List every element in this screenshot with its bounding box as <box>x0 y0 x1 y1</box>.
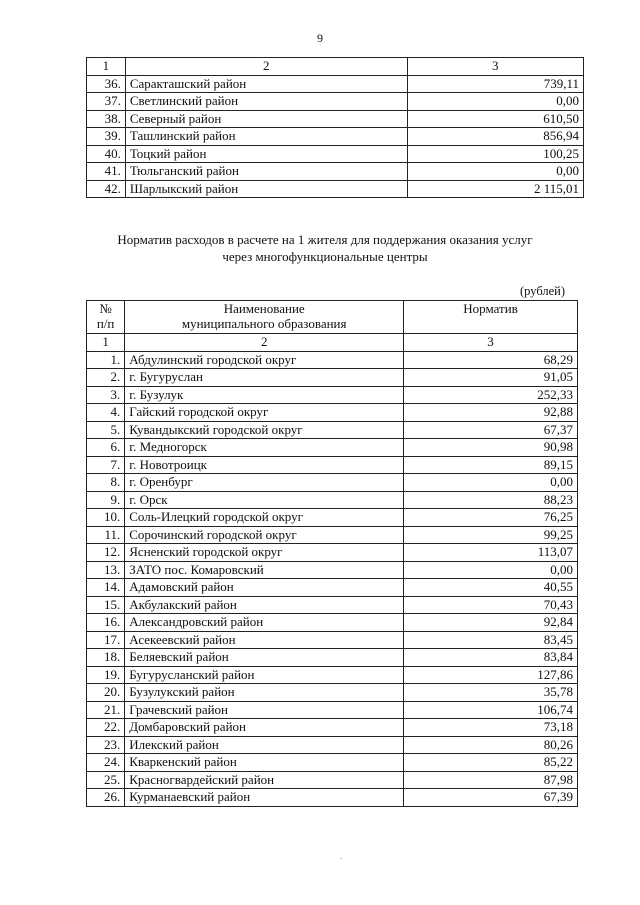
row-name: Илекский район <box>125 736 404 754</box>
index-cell-2: 2 <box>125 58 407 76</box>
row-number: 2. <box>87 369 125 387</box>
row-name: Домбаровский район <box>125 719 404 737</box>
row-number: 42. <box>87 180 126 198</box>
table-row <box>87 684 578 702</box>
row-value: 90,98 <box>404 439 578 457</box>
row-name: ЗАТО пос. Комаровский <box>125 561 404 579</box>
row-number: 7. <box>87 456 125 474</box>
row-value: 35,78 <box>404 684 578 702</box>
footer-mark: . <box>340 852 342 861</box>
index-cell-3: 3 <box>404 334 578 352</box>
table-row <box>87 509 578 527</box>
table-row <box>87 736 578 754</box>
row-value: 67,39 <box>404 789 578 807</box>
norms-table-body <box>87 301 578 807</box>
table-row <box>87 93 584 111</box>
table-row <box>87 596 578 614</box>
table-row <box>87 474 578 492</box>
row-value: 89,15 <box>404 456 578 474</box>
row-value: 92,88 <box>404 404 578 422</box>
index-cell-2: 2 <box>125 334 404 352</box>
unit-label: (рублей) <box>520 284 566 298</box>
row-value: 856,94 <box>407 128 583 146</box>
table-row <box>87 386 578 404</box>
row-name: Ташлинский район <box>125 128 407 146</box>
header-num <box>87 301 125 334</box>
row-name: Беляевский район <box>125 649 404 667</box>
row-value: 68,29 <box>404 351 578 369</box>
row-value: 40,55 <box>404 579 578 597</box>
table-row <box>87 631 578 649</box>
row-name: Кваркенский район <box>125 754 404 772</box>
row-number: 21. <box>87 701 125 719</box>
header-num-line-1: № <box>99 301 112 316</box>
row-number: 16. <box>87 614 125 632</box>
table-row <box>87 614 578 632</box>
table-row <box>87 369 578 387</box>
norms-table <box>86 300 578 807</box>
table-row <box>87 754 578 772</box>
table-continuation-body <box>87 58 584 198</box>
row-number: 41. <box>87 163 126 181</box>
table-row <box>87 75 584 93</box>
row-value: 80,26 <box>404 736 578 754</box>
row-value: 91,05 <box>404 369 578 387</box>
row-name: г. Оренбург <box>125 474 404 492</box>
row-name: г. Бугуруслан <box>125 369 404 387</box>
table-row <box>87 649 578 667</box>
header-value: Норматив <box>404 301 578 334</box>
row-value: 99,25 <box>404 526 578 544</box>
table-row <box>87 666 578 684</box>
index-cell-1: 1 <box>87 58 126 76</box>
row-number: 12. <box>87 544 125 562</box>
row-value: 87,98 <box>404 771 578 789</box>
row-number: 10. <box>87 509 125 527</box>
row-number: 8. <box>87 474 125 492</box>
row-name: Соль-Илецкий городской округ <box>125 509 404 527</box>
table-row <box>87 404 578 422</box>
row-number: 37. <box>87 93 126 111</box>
row-value: 70,43 <box>404 596 578 614</box>
row-number: 13. <box>87 561 125 579</box>
row-value: 106,74 <box>404 701 578 719</box>
table-row <box>87 719 578 737</box>
table-row <box>87 439 578 457</box>
table-row <box>87 456 578 474</box>
row-name: г. Новотроицк <box>125 456 404 474</box>
table-row <box>87 579 578 597</box>
section-title-line-2: через многофункциональные центры <box>222 249 428 264</box>
row-name: Саракташский район <box>125 75 407 93</box>
table-row <box>87 491 578 509</box>
row-number: 14. <box>87 579 125 597</box>
row-value: 739,11 <box>407 75 583 93</box>
row-name: Бугурусланский район <box>125 666 404 684</box>
row-number: 24. <box>87 754 125 772</box>
table-row <box>87 701 578 719</box>
table-row <box>87 180 584 198</box>
table-index-row <box>87 334 578 352</box>
index-cell-3: 3 <box>407 58 583 76</box>
row-name: Гайский городской округ <box>125 404 404 422</box>
row-value: 0,00 <box>407 93 583 111</box>
row-value: 610,50 <box>407 110 583 128</box>
table-header-row <box>87 301 578 334</box>
table-continuation <box>86 57 584 198</box>
row-value: 92,84 <box>404 614 578 632</box>
section-title <box>60 231 590 265</box>
table-row <box>87 110 584 128</box>
header-name <box>125 301 404 334</box>
row-value: 252,33 <box>404 386 578 404</box>
row-value: 2 115,01 <box>407 180 583 198</box>
row-number: 1. <box>87 351 125 369</box>
row-name: Ясненский городской округ <box>125 544 404 562</box>
row-value: 83,84 <box>404 649 578 667</box>
table-row <box>87 145 584 163</box>
row-value: 0,00 <box>404 474 578 492</box>
row-name: Курманаевский район <box>125 789 404 807</box>
row-number: 19. <box>87 666 125 684</box>
row-name: Грачевский район <box>125 701 404 719</box>
row-number: 9. <box>87 491 125 509</box>
header-name-line-1: Наименование <box>223 301 305 316</box>
row-name: Бузулукский район <box>125 684 404 702</box>
row-name: г. Орск <box>125 491 404 509</box>
header-num-line-2: п/п <box>96 316 115 331</box>
row-number: 25. <box>87 771 125 789</box>
row-number: 36. <box>87 75 126 93</box>
row-number: 6. <box>87 439 125 457</box>
table-row <box>87 351 578 369</box>
row-name: г. Бузулук <box>125 386 404 404</box>
row-name: Шарлыкский район <box>125 180 407 198</box>
table-row <box>87 421 578 439</box>
table-row <box>87 544 578 562</box>
row-number: 40. <box>87 145 126 163</box>
table-row <box>87 789 578 807</box>
row-name: Северный район <box>125 110 407 128</box>
row-name: Тюльганский район <box>125 163 407 181</box>
row-number: 26. <box>87 789 125 807</box>
row-name: г. Медногорск <box>125 439 404 457</box>
row-value: 73,18 <box>404 719 578 737</box>
row-name: Асекеевский район <box>125 631 404 649</box>
row-number: 4. <box>87 404 125 422</box>
table-row <box>87 128 584 146</box>
row-name: Сорочинский городской округ <box>125 526 404 544</box>
row-number: 39. <box>87 128 126 146</box>
index-cell-1: 1 <box>87 334 125 352</box>
row-name: Александровский район <box>125 614 404 632</box>
row-value: 100,25 <box>407 145 583 163</box>
row-name: Красногвардейский район <box>125 771 404 789</box>
row-value: 76,25 <box>404 509 578 527</box>
row-value: 67,37 <box>404 421 578 439</box>
page-number: 9 <box>317 31 323 45</box>
row-value: 0,00 <box>407 163 583 181</box>
table-row <box>87 561 578 579</box>
row-value: 83,45 <box>404 631 578 649</box>
row-number: 3. <box>87 386 125 404</box>
row-name: Тоцкий район <box>125 145 407 163</box>
table-index-row <box>87 58 584 76</box>
row-value: 0,00 <box>404 561 578 579</box>
row-name: Абдулинский городской округ <box>125 351 404 369</box>
row-name: Акбулакский район <box>125 596 404 614</box>
header-name-line-2: муниципального образования <box>181 316 347 331</box>
row-name: Адамовский район <box>125 579 404 597</box>
row-value: 85,22 <box>404 754 578 772</box>
table-row <box>87 771 578 789</box>
row-value: 88,23 <box>404 491 578 509</box>
row-name: Светлинский район <box>125 93 407 111</box>
row-number: 23. <box>87 736 125 754</box>
row-number: 11. <box>87 526 125 544</box>
row-value: 127,86 <box>404 666 578 684</box>
row-name: Кувандыкский городской округ <box>125 421 404 439</box>
row-value: 113,07 <box>404 544 578 562</box>
row-number: 20. <box>87 684 125 702</box>
row-number: 5. <box>87 421 125 439</box>
row-number: 38. <box>87 110 126 128</box>
row-number: 15. <box>87 596 125 614</box>
table-row <box>87 163 584 181</box>
row-number: 22. <box>87 719 125 737</box>
section-title-line-1: Норматив расходов в расчете на 1 жителя для поддержания оказания услуг <box>117 232 533 247</box>
row-number: 17. <box>87 631 125 649</box>
row-number: 18. <box>87 649 125 667</box>
table-row <box>87 526 578 544</box>
